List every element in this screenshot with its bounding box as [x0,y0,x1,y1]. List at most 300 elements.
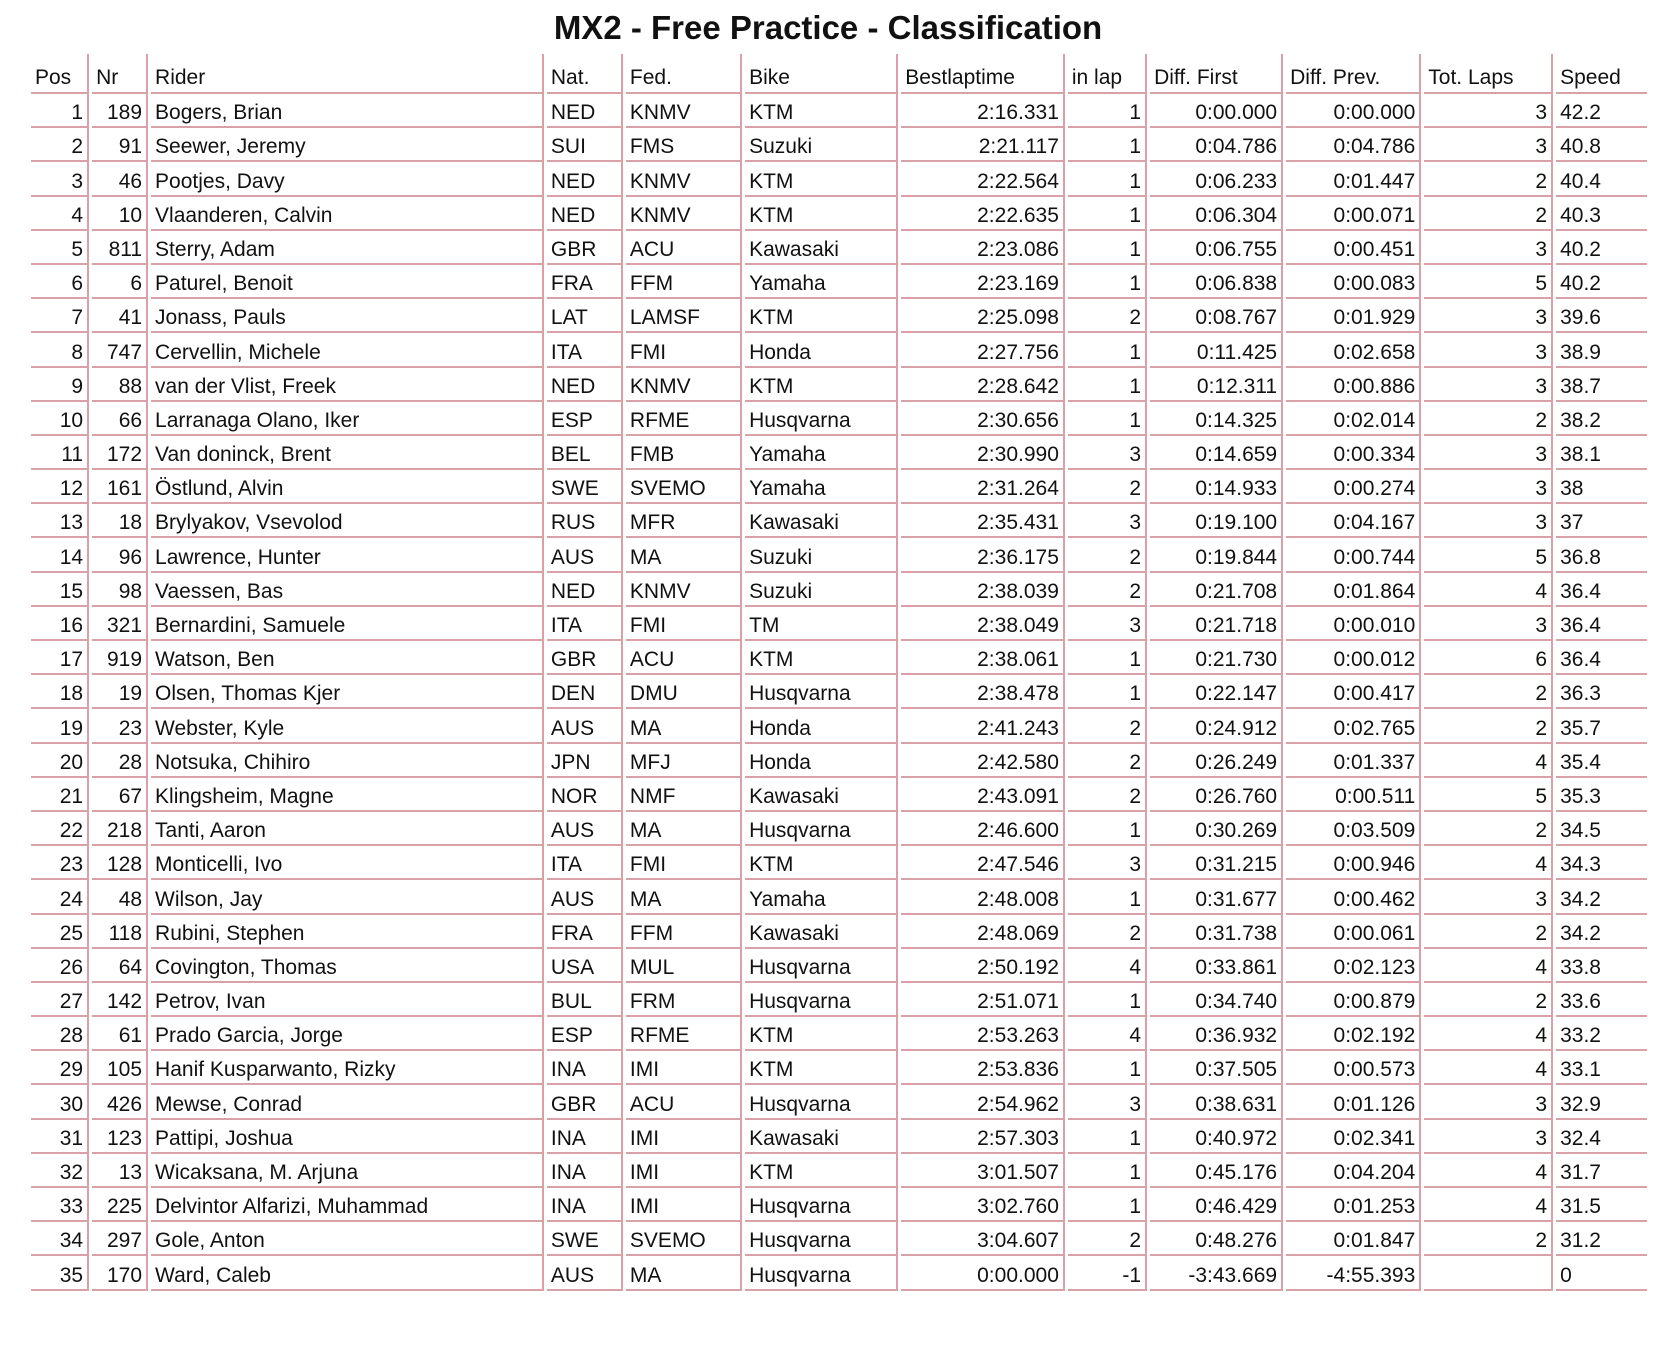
cell-speed: 35.3 [1556,778,1647,812]
cell-diff-prev: 0:02.192 [1286,1017,1421,1051]
cell-speed: 0 [1556,1256,1647,1290]
table-row [31,880,1647,914]
cell-nr: 142 [92,983,148,1017]
cell-tot-laps: 5 [1424,778,1553,812]
cell-bestlaptime: 2:54.962 [901,1085,1065,1119]
cell-bestlaptime: 2:41.243 [901,709,1065,743]
cell-rider: Watson, Ben [151,641,544,675]
cell-bestlaptime: 2:51.071 [901,983,1065,1017]
cell-rider: Brylyakov, Vsevolod [151,504,544,538]
cell-bike: Yamaha [745,470,898,504]
cell-fed: KNMV [626,197,742,231]
cell-speed: 38.7 [1556,368,1647,402]
cell-fed: FFM [626,265,742,299]
cell-bestlaptime: 2:23.169 [901,265,1065,299]
cell-rider: Mewse, Conrad [151,1085,544,1119]
col-header-pos: Pos [31,54,89,94]
cell-bestlaptime: 2:48.008 [901,880,1065,914]
cell-in-lap: 1 [1068,1154,1147,1188]
cell-fed: SVEMO [626,470,742,504]
cell-nr: 48 [92,880,148,914]
table-row [31,778,1647,812]
cell-nr: 91 [92,128,148,162]
cell-nat: SWE [547,1222,623,1256]
cell-pos: 13 [31,504,89,538]
cell-pos: 10 [31,402,89,436]
cell-tot-laps: 2 [1424,709,1553,743]
table-row [31,436,1647,470]
cell-bestlaptime: 3:04.607 [901,1222,1065,1256]
cell-tot-laps: 3 [1424,128,1553,162]
cell-bike: Husqvarna [745,402,898,436]
cell-pos: 31 [31,1120,89,1154]
cell-in-lap: 2 [1068,709,1147,743]
cell-pos: 20 [31,744,89,778]
cell-bike: Husqvarna [745,949,898,983]
cell-bestlaptime: 2:53.836 [901,1051,1065,1085]
cell-rider: Wilson, Jay [151,880,544,914]
cell-rider: Tanti, Aaron [151,812,544,846]
cell-diff-prev: 0:00.886 [1286,368,1421,402]
cell-nat: NED [547,573,623,607]
cell-pos: 12 [31,470,89,504]
cell-pos: 8 [31,333,89,367]
cell-nr: 218 [92,812,148,846]
cell-nr: 128 [92,846,148,880]
cell-fed: SVEMO [626,1222,742,1256]
cell-tot-laps: 4 [1424,846,1553,880]
cell-diff-first: 0:06.755 [1150,231,1283,265]
cell-bestlaptime: 2:46.600 [901,812,1065,846]
cell-diff-prev: 0:00.334 [1286,436,1421,470]
cell-nr: 919 [92,641,148,675]
cell-fed: ACU [626,1085,742,1119]
table-row [31,573,1647,607]
cell-bike: KTM [745,94,898,128]
cell-speed: 34.2 [1556,915,1647,949]
cell-fed: MFR [626,504,742,538]
cell-nr: 19 [92,675,148,709]
cell-diff-first: 0:31.738 [1150,915,1283,949]
table-row [31,1154,1647,1188]
cell-nr: 747 [92,333,148,367]
cell-rider: Hanif Kusparwanto, Rizky [151,1051,544,1085]
cell-pos: 24 [31,880,89,914]
cell-nr: 189 [92,94,148,128]
cell-in-lap: 1 [1068,1188,1147,1222]
cell-fed: FMS [626,128,742,162]
cell-nat: FRA [547,915,623,949]
cell-bestlaptime: 3:02.760 [901,1188,1065,1222]
cell-diff-first: 0:04.786 [1150,128,1283,162]
cell-speed: 32.4 [1556,1120,1647,1154]
cell-diff-first: -3:43.669 [1150,1256,1283,1290]
table-row [31,470,1647,504]
cell-bestlaptime: 2:16.331 [901,94,1065,128]
cell-diff-first: 0:46.429 [1150,1188,1283,1222]
header-row [31,54,1647,94]
cell-diff-prev: 0:00.000 [1286,94,1421,128]
cell-bestlaptime: 2:57.303 [901,1120,1065,1154]
cell-in-lap: 1 [1068,231,1147,265]
cell-speed: 32.9 [1556,1085,1647,1119]
cell-pos: 21 [31,778,89,812]
cell-tot-laps: 5 [1424,265,1553,299]
cell-in-lap: 1 [1068,265,1147,299]
cell-speed: 42.2 [1556,94,1647,128]
cell-tot-laps: 3 [1424,470,1553,504]
cell-nr: 170 [92,1256,148,1290]
cell-diff-first: 0:34.740 [1150,983,1283,1017]
cell-nr: 61 [92,1017,148,1051]
table-row [31,333,1647,367]
cell-speed: 35.4 [1556,744,1647,778]
cell-nat: BUL [547,983,623,1017]
cell-diff-first: 0:30.269 [1150,812,1283,846]
table-row [31,1256,1647,1290]
cell-rider: Gole, Anton [151,1222,544,1256]
cell-speed: 40.3 [1556,197,1647,231]
cell-diff-first: 0:06.304 [1150,197,1283,231]
cell-fed: ACU [626,231,742,265]
cell-fed: FMB [626,436,742,470]
cell-nat: FRA [547,265,623,299]
cell-tot-laps: 3 [1424,880,1553,914]
cell-nat: ITA [547,846,623,880]
cell-nat: JPN [547,744,623,778]
cell-diff-prev: 0:00.451 [1286,231,1421,265]
cell-bestlaptime: 2:22.564 [901,162,1065,196]
cell-pos: 34 [31,1222,89,1256]
cell-diff-prev: 0:02.341 [1286,1120,1421,1154]
cell-bike: TM [745,607,898,641]
table-row [31,504,1647,538]
cell-diff-first: 0:38.631 [1150,1085,1283,1119]
cell-diff-prev: 0:04.786 [1286,128,1421,162]
cell-diff-first: 0:26.249 [1150,744,1283,778]
cell-bestlaptime: 2:38.049 [901,607,1065,641]
cell-bike: KTM [745,299,898,333]
cell-bike: Yamaha [745,880,898,914]
cell-diff-prev: 0:00.071 [1286,197,1421,231]
cell-rider: Van doninck, Brent [151,436,544,470]
table-row [31,368,1647,402]
cell-bestlaptime: 2:48.069 [901,915,1065,949]
cell-bestlaptime: 2:27.756 [901,333,1065,367]
cell-diff-first: 0:19.100 [1150,504,1283,538]
cell-bestlaptime: 2:38.039 [901,573,1065,607]
cell-fed: IMI [626,1120,742,1154]
cell-nat: GBR [547,641,623,675]
table-row [31,812,1647,846]
cell-speed: 31.2 [1556,1222,1647,1256]
cell-fed: MUL [626,949,742,983]
table-row [31,709,1647,743]
cell-pos: 25 [31,915,89,949]
cell-speed: 38.2 [1556,402,1647,436]
cell-nr: 28 [92,744,148,778]
cell-nr: 123 [92,1120,148,1154]
cell-rider: Klingsheim, Magne [151,778,544,812]
page-title: MX2 - Free Practice - Classification [553,9,1103,46]
cell-in-lap: 1 [1068,197,1147,231]
cell-bestlaptime: 2:21.117 [901,128,1065,162]
col-header-nr: Nr [92,54,148,94]
cell-bike: KTM [745,641,898,675]
cell-in-lap: 2 [1068,915,1147,949]
table-row [31,1051,1647,1085]
cell-diff-prev: 0:01.864 [1286,573,1421,607]
cell-diff-first: 0:14.325 [1150,402,1283,436]
cell-in-lap: 4 [1068,1017,1147,1051]
cell-rider: Larranaga Olano, Iker [151,402,544,436]
cell-fed: MA [626,709,742,743]
cell-diff-prev: 0:00.511 [1286,778,1421,812]
cell-rider: Sterry, Adam [151,231,544,265]
cell-bestlaptime: 2:38.061 [901,641,1065,675]
cell-rider: Vlaanderen, Calvin [151,197,544,231]
cell-bike: Kawasaki [745,231,898,265]
cell-diff-prev: 0:00.744 [1286,538,1421,572]
cell-diff-prev: 0:01.447 [1286,162,1421,196]
cell-fed: ACU [626,641,742,675]
table-row [31,1222,1647,1256]
cell-rider: Prado Garcia, Jorge [151,1017,544,1051]
cell-in-lap: 1 [1068,402,1147,436]
cell-pos: 15 [31,573,89,607]
cell-nat: ITA [547,607,623,641]
cell-nat: INA [547,1188,623,1222]
cell-bike: Suzuki [745,128,898,162]
cell-pos: 28 [31,1017,89,1051]
cell-bike: KTM [745,1017,898,1051]
cell-in-lap: 1 [1068,675,1147,709]
cell-speed: 39.6 [1556,299,1647,333]
cell-rider: Covington, Thomas [151,949,544,983]
cell-bestlaptime: 0:00.000 [901,1256,1065,1290]
cell-tot-laps: 3 [1424,1085,1553,1119]
cell-rider: Östlund, Alvin [151,470,544,504]
table-row [31,1085,1647,1119]
cell-nr: 88 [92,368,148,402]
cell-nr: 225 [92,1188,148,1222]
cell-diff-first: 0:19.844 [1150,538,1283,572]
cell-bike: Kawasaki [745,915,898,949]
cell-bestlaptime: 2:36.175 [901,538,1065,572]
cell-bestlaptime: 2:53.263 [901,1017,1065,1051]
cell-tot-laps: 4 [1424,573,1553,607]
cell-pos: 22 [31,812,89,846]
cell-speed: 33.2 [1556,1017,1647,1051]
cell-rider: Lawrence, Hunter [151,538,544,572]
cell-diff-first: 0:12.311 [1150,368,1283,402]
cell-speed: 34.5 [1556,812,1647,846]
cell-pos: 9 [31,368,89,402]
cell-tot-laps: 3 [1424,504,1553,538]
cell-tot-laps: 4 [1424,949,1553,983]
cell-rider: Olsen, Thomas Kjer [151,675,544,709]
cell-bike: Kawasaki [745,1120,898,1154]
cell-nr: 10 [92,197,148,231]
cell-diff-prev: 0:04.204 [1286,1154,1421,1188]
cell-nat: AUS [547,812,623,846]
cell-diff-first: 0:06.838 [1150,265,1283,299]
cell-fed: IMI [626,1154,742,1188]
cell-rider: Pootjes, Davy [151,162,544,196]
cell-speed: 35.7 [1556,709,1647,743]
cell-tot-laps: 2 [1424,675,1553,709]
table-row [31,846,1647,880]
cell-in-lap: 1 [1068,641,1147,675]
cell-bestlaptime: 2:25.098 [901,299,1065,333]
cell-bike: Husqvarna [745,812,898,846]
cell-diff-prev: 0:00.274 [1286,470,1421,504]
cell-pos: 2 [31,128,89,162]
cell-pos: 18 [31,675,89,709]
cell-tot-laps: 3 [1424,299,1553,333]
cell-in-lap: 2 [1068,470,1147,504]
table-row [31,128,1647,162]
cell-in-lap: 3 [1068,1085,1147,1119]
cell-diff-first: 0:37.505 [1150,1051,1283,1085]
cell-rider: Ward, Caleb [151,1256,544,1290]
cell-rider: Delvintor Alfarizi, Muhammad [151,1188,544,1222]
cell-nr: 23 [92,709,148,743]
cell-tot-laps: 4 [1424,744,1553,778]
col-header-nat: Nat. [547,54,623,94]
table-row [31,94,1647,128]
cell-speed: 33.6 [1556,983,1647,1017]
cell-pos: 29 [31,1051,89,1085]
cell-bestlaptime: 2:42.580 [901,744,1065,778]
cell-nr: 64 [92,949,148,983]
cell-diff-prev: 0:04.167 [1286,504,1421,538]
cell-bestlaptime: 2:47.546 [901,846,1065,880]
cell-diff-prev: 0:01.253 [1286,1188,1421,1222]
cell-in-lap: 1 [1068,128,1147,162]
cell-diff-first: 0:06.233 [1150,162,1283,196]
cell-diff-first: 0:31.215 [1150,846,1283,880]
cell-in-lap: 2 [1068,744,1147,778]
cell-in-lap: 2 [1068,538,1147,572]
table-row [31,915,1647,949]
results-body [31,94,1647,1291]
cell-bike: Kawasaki [745,504,898,538]
cell-in-lap: 1 [1068,333,1147,367]
cell-bike: KTM [745,1154,898,1188]
cell-tot-laps: 2 [1424,402,1553,436]
cell-diff-first: 0:48.276 [1150,1222,1283,1256]
cell-nat: RUS [547,504,623,538]
table-row [31,299,1647,333]
table-row [31,538,1647,572]
cell-pos: 27 [31,983,89,1017]
cell-bike: Yamaha [745,436,898,470]
cell-rider: van der Vlist, Freek [151,368,544,402]
cell-nat: NED [547,197,623,231]
table-row [31,1017,1647,1051]
cell-nr: 66 [92,402,148,436]
cell-bike: Kawasaki [745,778,898,812]
cell-pos: 5 [31,231,89,265]
cell-speed: 34.3 [1556,846,1647,880]
cell-nr: 811 [92,231,148,265]
cell-pos: 11 [31,436,89,470]
cell-in-lap: 2 [1068,778,1147,812]
cell-speed: 34.2 [1556,880,1647,914]
cell-diff-first: 0:24.912 [1150,709,1283,743]
cell-bike: KTM [745,846,898,880]
cell-pos: 1 [31,94,89,128]
cell-bestlaptime: 2:50.192 [901,949,1065,983]
cell-nat: AUS [547,709,623,743]
cell-nat: NOR [547,778,623,812]
cell-bike: Husqvarna [745,1188,898,1222]
table-row [31,402,1647,436]
cell-bestlaptime: 2:35.431 [901,504,1065,538]
cell-bike: Husqvarna [745,675,898,709]
cell-fed: MA [626,880,742,914]
cell-speed: 40.8 [1556,128,1647,162]
cell-pos: 3 [31,162,89,196]
cell-bike: KTM [745,162,898,196]
cell-tot-laps: 2 [1424,915,1553,949]
cell-diff-first: 0:21.708 [1150,573,1283,607]
cell-diff-prev: 0:01.847 [1286,1222,1421,1256]
cell-in-lap: 1 [1068,162,1147,196]
cell-nat: ESP [547,1017,623,1051]
cell-in-lap: 2 [1068,299,1147,333]
cell-rider: Bogers, Brian [151,94,544,128]
cell-nat: ITA [547,333,623,367]
cell-tot-laps: 4 [1424,1017,1553,1051]
cell-bike: KTM [745,368,898,402]
cell-bike: Husqvarna [745,1222,898,1256]
table-row [31,744,1647,778]
cell-nat: SWE [547,470,623,504]
cell-nat: GBR [547,231,623,265]
table-row [31,1188,1647,1222]
table-row [31,641,1647,675]
cell-speed: 36.4 [1556,573,1647,607]
cell-fed: KNMV [626,94,742,128]
cell-rider: Jonass, Pauls [151,299,544,333]
cell-nr: 41 [92,299,148,333]
cell-diff-first: 0:14.659 [1150,436,1283,470]
cell-diff-prev: 0:02.123 [1286,949,1421,983]
cell-bestlaptime: 2:43.091 [901,778,1065,812]
cell-in-lap: 3 [1068,846,1147,880]
cell-fed: FMI [626,333,742,367]
cell-diff-first: 0:31.677 [1150,880,1283,914]
col-header-tot-laps: Tot. Laps [1424,54,1553,94]
cell-tot-laps: 5 [1424,538,1553,572]
cell-bestlaptime: 2:28.642 [901,368,1065,402]
cell-bike: Husqvarna [745,983,898,1017]
cell-speed: 38 [1556,470,1647,504]
cell-pos: 33 [31,1188,89,1222]
cell-nat: AUS [547,880,623,914]
cell-nat: USA [547,949,623,983]
cell-in-lap: 1 [1068,368,1147,402]
cell-tot-laps: 4 [1424,1154,1553,1188]
cell-tot-laps: 6 [1424,641,1553,675]
cell-tot-laps: 4 [1424,1188,1553,1222]
cell-nr: 161 [92,470,148,504]
col-header-in-lap: in lap [1068,54,1147,94]
cell-fed: FMI [626,607,742,641]
cell-pos: 17 [31,641,89,675]
